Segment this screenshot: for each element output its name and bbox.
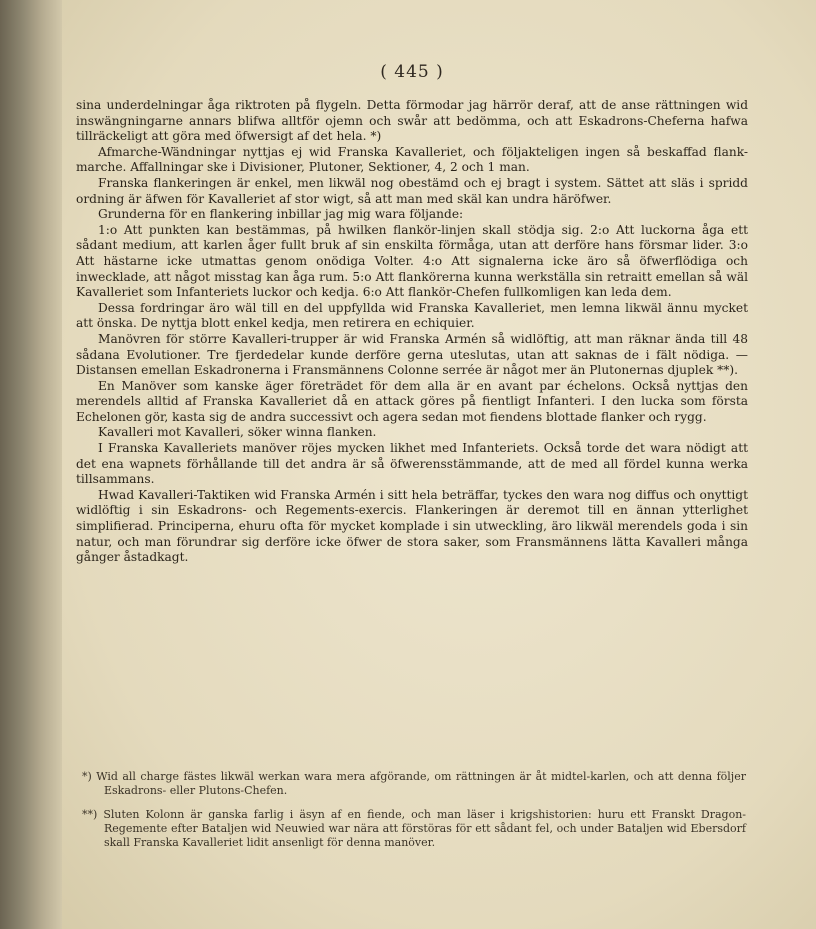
paragraph: Grunderna för en flankering inbillar jag mig wara följande:: [98, 207, 464, 222]
paragraph: Dessa fordringar äro wäl till en del uppfyllda wid Franska Kavalleriet, men lemna likwäl ännu mycket att önska. De nyttja blott enkel kedja, men retirera en echiquier.: [76, 300, 748, 331]
paragraph: Afmarche-Wändningar nyttjas ej wid Franska Kavalleriet, och följakteligen ingen så beskaffad flank-marche. Affallningar ske i Divisioner, Plutoner, Sektioner, 4, 2 och 1 man.: [76, 144, 748, 175]
footnote: *) Wid all charge fästes likwäl werkan wara mera afgörande, om rättningen är åt midtel-karlen, och att denna följer Eskadrons- eller Plutons-Chefen.: [82, 770, 746, 797]
paragraph: Kavalleri mot Kavalleri, söker winna flanken.: [98, 425, 377, 440]
paragraph: Franska flankeringen är enkel, men likwäl nog obestämd och ej bragt i system. Sättet att släs i spridd ordning är äfwen för Kavalleriet af stor wigt, så att man med skäl kan undra häröfwer.: [76, 175, 748, 206]
paragraph: Manövren för större Kavalleri-trupper är wid Franska Armén så widlöftig, att man räknar ända till 48 sådana Evolutioner. Tre fjerdedelar kunde derföre gerna uteslutas, utan att saknas de i fält nödiga. — Distansen emellan Eskadronerna i Fransmännens Colonne serrée är något mer än Plutonernas djuplek **).: [76, 331, 748, 378]
paragraph: I Franska Kavalleriets manöver röjes mycken likhet med Infanteriets. Också torde det wara nödigt att det ena wapnets förhållande till det andra är så öfwerensstämmande, att de med all fördel kunna werka tillsammans.: [76, 441, 748, 487]
footnotes: [82, 770, 746, 860]
page-number: ( 445 ): [380, 62, 444, 82]
footnote: **) Sluten Kolonn är ganska farlig i äsyn af en fiende, och man läser i krigshistorien: huru ett Franskt Dragon-Regemente efter Bataljen wid Neuwied war nära att förstöras för ett sådant fel, och under Bataljen wid Ebersdorf skall Franska Kavalleriet lidit ansenligt för denna manöver.: [82, 808, 746, 849]
paragraph: En Manöver som kanske äger företrädet för dem alla är en avant par échelons. Också nyttjas den merendels alltid af Franska Kavalleriet då en attack göres på fientligt Infanteri. I den lucka som första Echelonen gör, kasta sig de andra successivt och agera sedan mot fiendens blottade flanker och rygg.: [76, 378, 748, 424]
page-content: [76, 62, 748, 566]
paragraph: Hwad Kavalleri-Taktiken wid Franska Armén i sitt hela beträffar, tyckes den wara nog diffus och onyttigt widlöftig i sin Eskadrons- och Regements-exercis. Flankeringen är deremot till en ännan ytterlighet simplifierad. Principerna, ehuru ofta för mycket komplade i sin utweckling, äro likwäl merendels goda i sin natur, och man förundrar sig derföre icke öfwer de stora saker, som Fransmännens lätta Kavalleri många gånger åstadkagt.: [76, 487, 748, 565]
paragraph: sina underdelningar åga riktroten på flygeln. Detta förmodar jag härrör deraf, att de anse rättningen wid inswängningarne annars blifwa alltför ojemn och swår att bedömma, och att Eskadrons-Cheferna hafwa tillräckeligt att göra med öfwersigt af det hela. *): [76, 98, 748, 144]
paragraph: 1:o Att punkten kan bestämmas, på hwilken flankör-linjen skall stödja sig. 2:o Att luckorna åga ett sådant medium, att karlen åger fullt bruk af sin enskilta förmåga, utan att derföre hans försmar lider. 3:o Att hästarne icke utmattas genom onödiga Volter. 4:o Att signalerna icke äro så öfwerflödiga och inweckladе, att något misstag kan åga rum. 5:o Att flankörerna kunna werkställa sin retraitt emellan så wäl Kavalleriet som Infanteriets luckor och kedja. 6:o Att flankör-Chefen fullkomligen kan leda dem.: [76, 222, 748, 300]
book-gutter: [0, 0, 62, 929]
